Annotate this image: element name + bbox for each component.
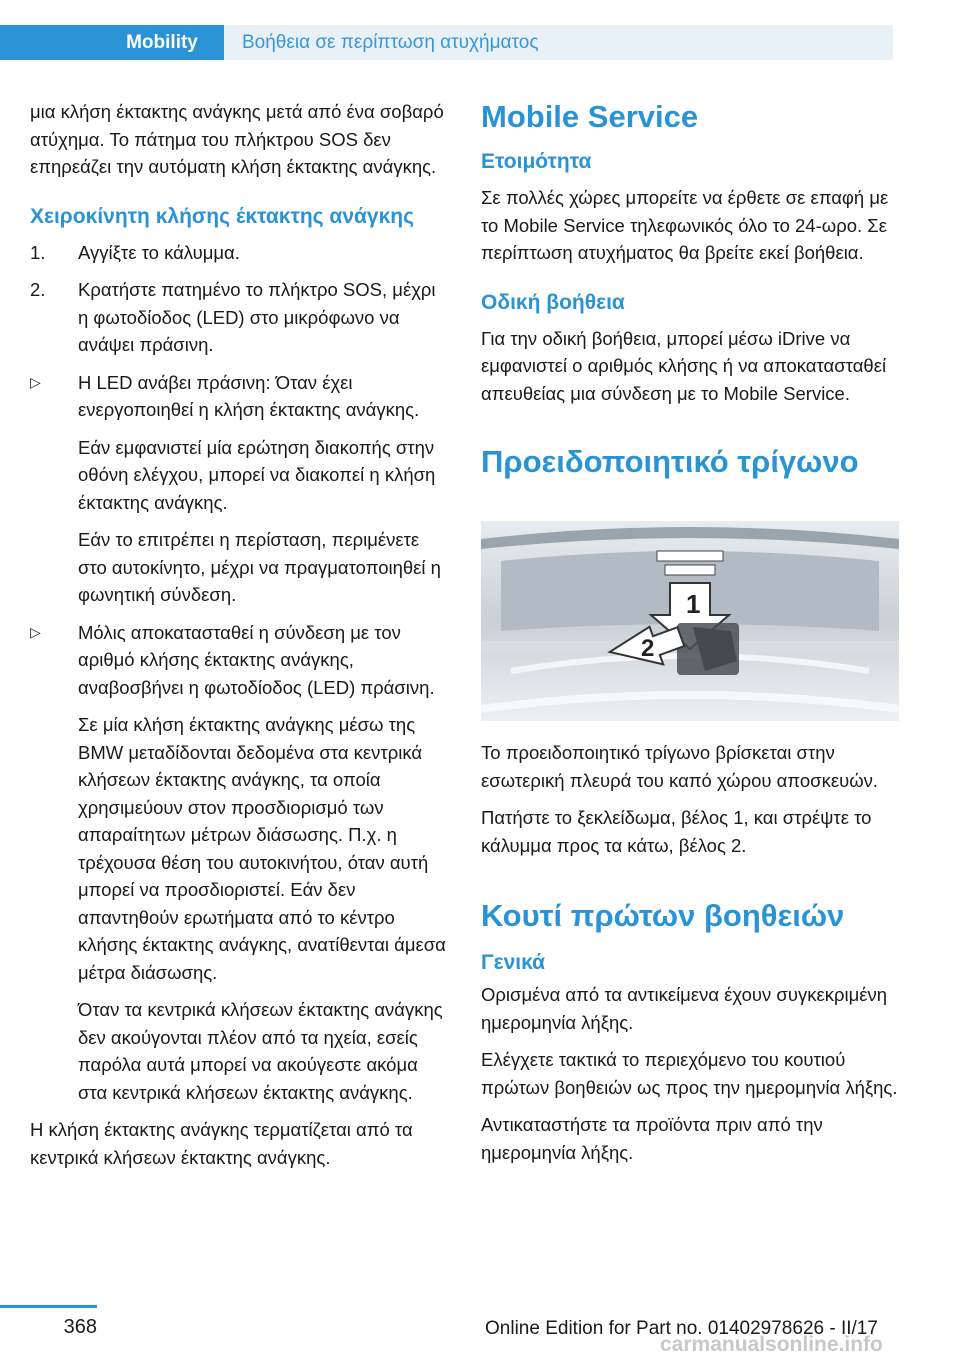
bullet-sub-paragraph: Εάν εμφανιστεί μία ερώτηση διακοπής στην οθόνη ελέγχου, μπορεί να διακοπεί η κλήση έκτακτης ανάγκης.: [78, 436, 436, 513]
bullet-sub-paragraph: Σε μία κλήση έκτακτης ανάγκης μέσω της BMW μεταδίδονται δεδομένα στα κεντρικά κλήσεων έκτακτης ανάγκης, τα οποία χρησιμεύουν στον προσδιορισμό των απαραίτητων μέτρων διάσωσης. Π.χ. η τρέχουσα θέση του αυτοκινήτου, όταν αυτή μπορεί να προσδιοριστεί. Εάν δεν απαντηθούν ερωτήματα από το κέντρο κλήσης έκτακτης ανάγκης, ανατίθενται άμεσα μέτρα διάσωσης.: [78, 714, 446, 983]
right-column: [481, 98, 899, 1176]
general-paragraph: Αντικαταστήστε τα προϊόντα πριν από την ημερομηνία λήξης.: [481, 1114, 823, 1163]
road-assistance-heading: Οδική βοήθεια: [481, 290, 625, 314]
triangle-paragraph: Το προειδοποιητικό τρίγωνο βρίσκεται στην εσωτερική πλευρά του καπό χώρου αποσκευών.: [481, 742, 879, 791]
list-item: [30, 239, 448, 267]
readiness-paragraph: Σε πολλές χώρες μπορείτε να έρθετε σε επαφή με το Mobile Service τηλεφωνικός όλο το 24-ωρο. Σε περίπτωση ατυχήματος θα βρείτε εκεί βοήθεια.: [481, 187, 889, 263]
general-heading: Γενικά: [481, 951, 546, 974]
manual-call-heading: Χειροκίνητη κλήσης έκτακτης ανάγκης: [30, 204, 415, 228]
list-item: [30, 619, 448, 702]
list-item: [30, 369, 448, 424]
closing-paragraph: Η κλήση έκτακτης ανάγκης τερματίζεται από τα κεντρικά κλήσεων έκτακτης ανάγκης.: [30, 1119, 413, 1168]
bullet-sub-paragraph: Εάν το επιτρέπει η περίσταση, περιμένετε στο αυτοκίνητο, μέχρι να πραγματοποιηθεί η φωνητική σύνδεση.: [78, 529, 441, 605]
bullet-text: Μόλις αποκατασταθεί η σύνδεση με τον αριθμό κλήσης έκτακτης ανάγκης, αναβοσβήνει η φωτοδίοδος (LED) πράσινη.: [78, 621, 435, 698]
general-paragraph: Ορισμένα από τα αντικείμενα έχουν συγκεκριμένη ημερομηνία λήξης.: [481, 984, 888, 1033]
general-paragraph: Ελέγχετε τακτικά το περιεχόμενο του κουτιού πρώτων βοηθειών ως προς την ημερομηνία λήξης.: [481, 1049, 898, 1098]
header-accent-block: [0, 25, 100, 60]
step-text: Αγγίξτε το κάλυμμα.: [78, 241, 240, 263]
arrow-label-2: 2: [641, 635, 655, 662]
page-header: [0, 0, 893, 60]
triangle-paragraph: Πατήστε το ξεκλείδωμα, βέλος 1, και στρέψτε το κάλυμμα προς τα κάτω, βέλος 2.: [481, 807, 872, 856]
header-section-title: Βοήθεια σε περίπτωση ατυχήματος: [224, 25, 893, 60]
arrow-label-1: 1: [686, 589, 701, 619]
mobile-service-title: Mobile Service: [481, 99, 699, 134]
step-text: Κρατήστε πατημένο το πλήκτρο SOS, μέχρι η φωτοδίοδος (LED) στο μικρόφωνο να ανάψει πράσινη.: [78, 279, 436, 355]
left-column: [30, 98, 448, 1181]
intro-paragraph: μια κλήση έκτακτης ανάγκης μετά από ένα σοβαρό ατύχημα. Το πάτημα του πλήκτρου SOS δεν επηρεάζει την αυτόματη κλήση έκτακτης ανάγκης.: [30, 101, 444, 177]
bullet-text: Η LED ανάβει πράσινη: Όταν έχει ενεργοποιηθεί η κλήση έκτακτης ανάγκης.: [78, 371, 420, 420]
first-aid-title: Κουτί πρώτων βοηθειών: [481, 898, 845, 933]
bullet-sub-paragraph: Όταν τα κεντρικά κλήσεων έκτακτης ανάγκης δεν ακούγονται πλέον από τα ηχεία, εσείς παρόλα αυτά μπορεί να ακούγεστε ακόμα στα κεντρικά κλήσεων έκτακτης ανάγκης.: [78, 999, 443, 1103]
step-number: 2.: [30, 279, 46, 300]
warning-triangle-title: Προειδοποιητικό τρίγωνο: [481, 444, 859, 479]
triangle-bullet-icon: ▷: [30, 373, 41, 390]
edition-footer: Online Edition for Part no. 01402978626 - II/17: [485, 1318, 878, 1339]
readiness-heading: Ετοιμότητα: [481, 150, 592, 173]
triangle-bullet-icon: ▷: [30, 623, 41, 640]
page-number-rule: [0, 1305, 97, 1308]
page-number: 368: [63, 1316, 97, 1338]
road-assistance-paragraph: Για την οδική βοήθεια, μπορεί μέσω iDrive να εμφανιστεί ο αριθμός κλήσης ή να αποκατασταθεί απευθείας μια σύνδεση με το Mobile Service.: [481, 327, 887, 404]
list-item: [30, 276, 448, 359]
step-number: 1.: [30, 241, 46, 263]
watermark: carmanualsonline.info: [660, 1333, 883, 1356]
header-tab-mobility: Mobility: [100, 25, 224, 60]
trunk-lid-figure: [481, 521, 899, 721]
